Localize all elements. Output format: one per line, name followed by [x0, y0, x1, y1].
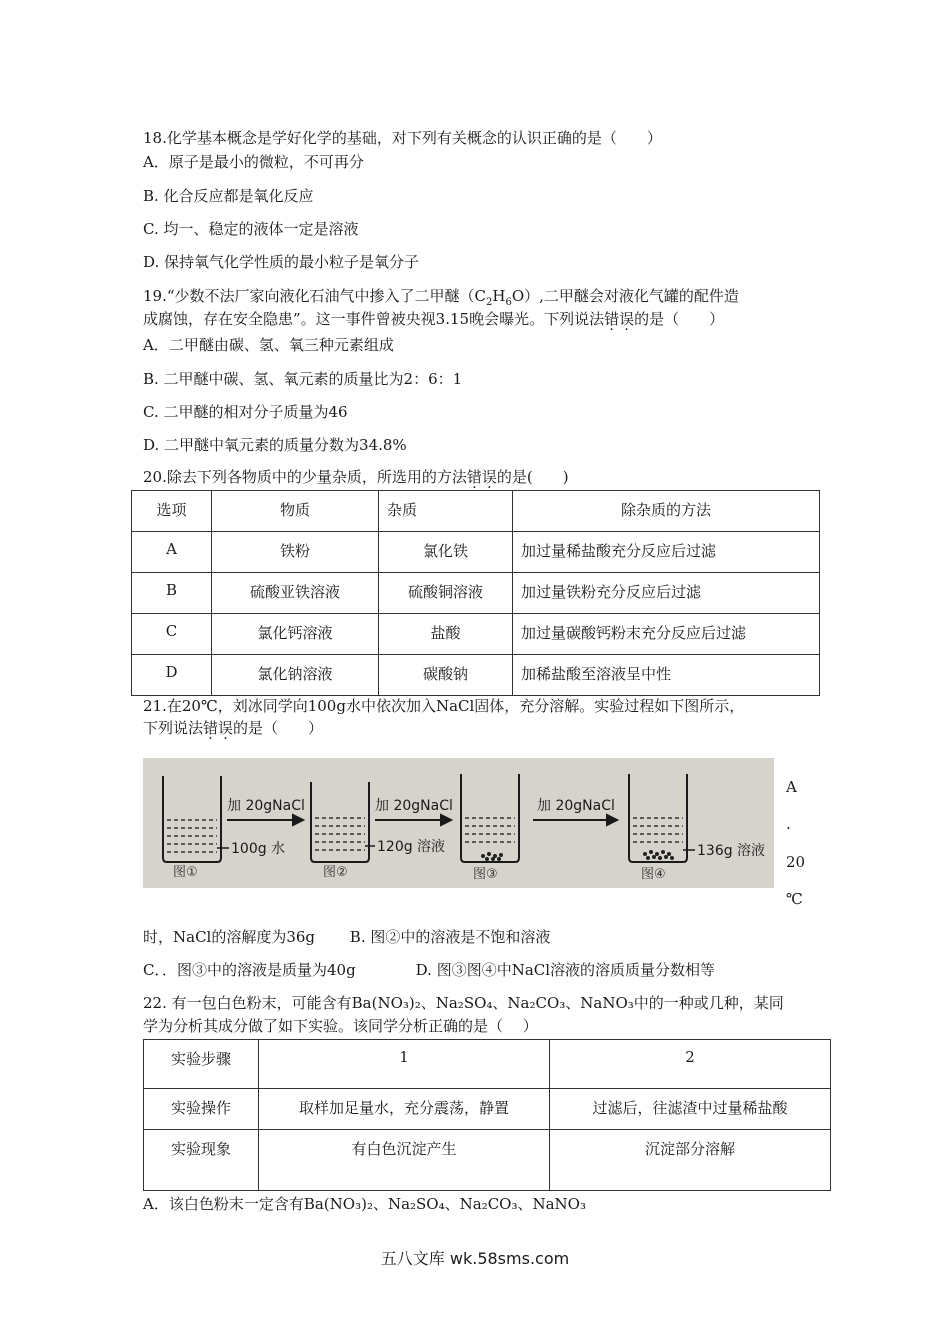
table-cell: 碳酸钠 — [379, 655, 513, 696]
add-label-3: 加 20gNaCl — [537, 798, 615, 814]
q18-stem: 18.化学基本概念是学好化学的基础，对下列有关概念的认识正确的是（ ） — [143, 129, 662, 147]
beaker-1 — [163, 776, 221, 862]
option-a-letter: A — [786, 778, 797, 796]
table-cell: 氯化钙溶液 — [212, 614, 379, 655]
table-cell: 加过量碳酸钙粉末充分反应后过滤 — [513, 614, 820, 655]
table-cell: A — [132, 532, 212, 573]
q21-stem-line1: 21.在20℃，刘冰同学向100g水中依次加入NaCl固体，充分溶解。实验过程如下图所示， — [143, 697, 745, 715]
q19-option-c: C. 二甲醚的相对分子质量为46 — [143, 403, 348, 421]
table-header-cell: 杂质 — [379, 491, 513, 532]
table-cell: B — [132, 573, 212, 614]
q22-stem-line2: 学为分析其成分做了如下实验。该同学分析正确的是（ ） — [143, 1017, 538, 1035]
table-cell: 铁粉 — [212, 532, 379, 573]
table-row — [132, 532, 820, 573]
option-a-dot: . — [786, 815, 791, 833]
table-row — [132, 573, 820, 614]
q20-stem: 20.除去下列各物质中的少量杂质，所选用的方法错误的是( ) — [143, 468, 569, 486]
q22-table — [143, 1039, 831, 1191]
table-cell: 实验现象 — [144, 1130, 259, 1191]
leader-lines — [217, 846, 695, 850]
q19-stem-line1: 19.“少数不法厂家向液化石油气中掺入了二甲醚$(C_2H_6O)$,二甲醚会对液化气罐的配件造 — [143, 287, 739, 308]
solution-label-120g: 120g 溶液 — [377, 839, 446, 855]
water-label: 100g 水 — [231, 841, 286, 857]
q18-option-b: B. 化合反应都是氧化反应 — [143, 187, 314, 205]
q19-option-b: B. 二甲醚中碳、氢、氧元素的质量比为2：6：1 — [143, 370, 463, 388]
arrows — [227, 815, 617, 825]
option-a-unit: ℃ — [786, 890, 803, 908]
table-cell: 1 — [259, 1040, 550, 1089]
table-row — [144, 1130, 831, 1191]
q20-table — [131, 490, 820, 696]
table-cell: 加过量铁粉充分反应后过滤 — [513, 573, 820, 614]
table-header-row — [132, 491, 820, 532]
table-cell: 硫酸铜溶液 — [379, 573, 513, 614]
q21-options-ab: 时，NaCl的溶解度为36g B. 图②中的溶液是不饱和溶液 — [143, 928, 551, 946]
table-row — [144, 1040, 831, 1089]
table-cell: 实验步骤 — [144, 1040, 259, 1089]
table-cell: 硫酸亚铁溶液 — [212, 573, 379, 614]
option-a-temp: 20 — [786, 853, 806, 871]
add-label-1: 加 20gNaCl — [227, 798, 305, 814]
q22-stem-line1: 22. 有一包白色粉末，可能含有Ba(NO₃)₂、Na₂SO₄、Na₂CO₃、NaNO₃中的一种或几种，某同 — [143, 994, 784, 1012]
table-header-cell: 除杂质的方法 — [513, 491, 820, 532]
q19-option-d: D. 二甲醚中氧元素的质量分数为34.8% — [143, 436, 407, 454]
table-cell: 2 — [550, 1040, 831, 1089]
table-row — [144, 1089, 831, 1130]
table-cell: 加稀盐酸至溶液呈中性 — [513, 655, 820, 696]
table-row — [132, 655, 820, 696]
add-label-2: 加 20gNaCl — [375, 798, 453, 814]
solution-label-136g: 136g 溶液 — [697, 843, 766, 859]
figure-label-4: 图④ — [641, 867, 666, 882]
table-cell: 沉淀部分溶解 — [550, 1130, 831, 1191]
q18-option-a: A．原子是最小的微粒，不可再分 — [143, 153, 364, 171]
q18-option-d: D. 保持氧气化学性质的最小粒子是氧分子 — [143, 253, 420, 271]
footer-watermark: 五八文库 wk.58sms.com — [380, 1249, 570, 1268]
q19-stem-line2: 成腐蚀，存在安全隐患”。这一事件曾被央视3.15晚会曝光。下列说法错误的是（ ） — [143, 310, 725, 328]
q21-options-cd: C．．图③中的溶液是质量为40g D. 图③图④中NaCl溶液的溶质质量分数相等 — [143, 961, 716, 979]
figure-label-2: 图② — [323, 865, 348, 880]
table-cell: D — [132, 655, 212, 696]
table-row — [132, 614, 820, 655]
table-header-cell: 选项 — [132, 491, 212, 532]
figure-label-3: 图③ — [473, 867, 498, 882]
q22-option-a: A．该白色粉末一定含有Ba(NO₃)₂、Na₂SO₄、Na₂CO₃、NaNO₃ — [143, 1195, 586, 1213]
table-cell: 有白色沉淀产生 — [259, 1130, 550, 1191]
figure-label-1: 图① — [173, 865, 198, 880]
q21-stem-line2: 下列说法错误的是（ ） — [143, 719, 324, 737]
undissolved-solid — [481, 850, 674, 861]
table-header-cell: 物质 — [212, 491, 379, 532]
table-cell: 加过量稀盐酸充分反应后过滤 — [513, 532, 820, 573]
table-cell: 盐酸 — [379, 614, 513, 655]
table-cell: 氯化铁 — [379, 532, 513, 573]
table-cell: 实验操作 — [144, 1089, 259, 1130]
experiment-figure — [143, 758, 774, 888]
q19-option-a: A．二甲醚由碳、氢、氧三种元素组成 — [143, 336, 394, 354]
table-cell: 过滤后，往滤渣中过量稀盐酸 — [550, 1089, 831, 1130]
table-cell: 取样加足量水，充分震荡，静置 — [259, 1089, 550, 1130]
table-cell: 氯化钠溶液 — [212, 655, 379, 696]
table-cell: C — [132, 614, 212, 655]
q18-option-c: C. 均一、稳定的液体一定是溶液 — [143, 220, 359, 238]
